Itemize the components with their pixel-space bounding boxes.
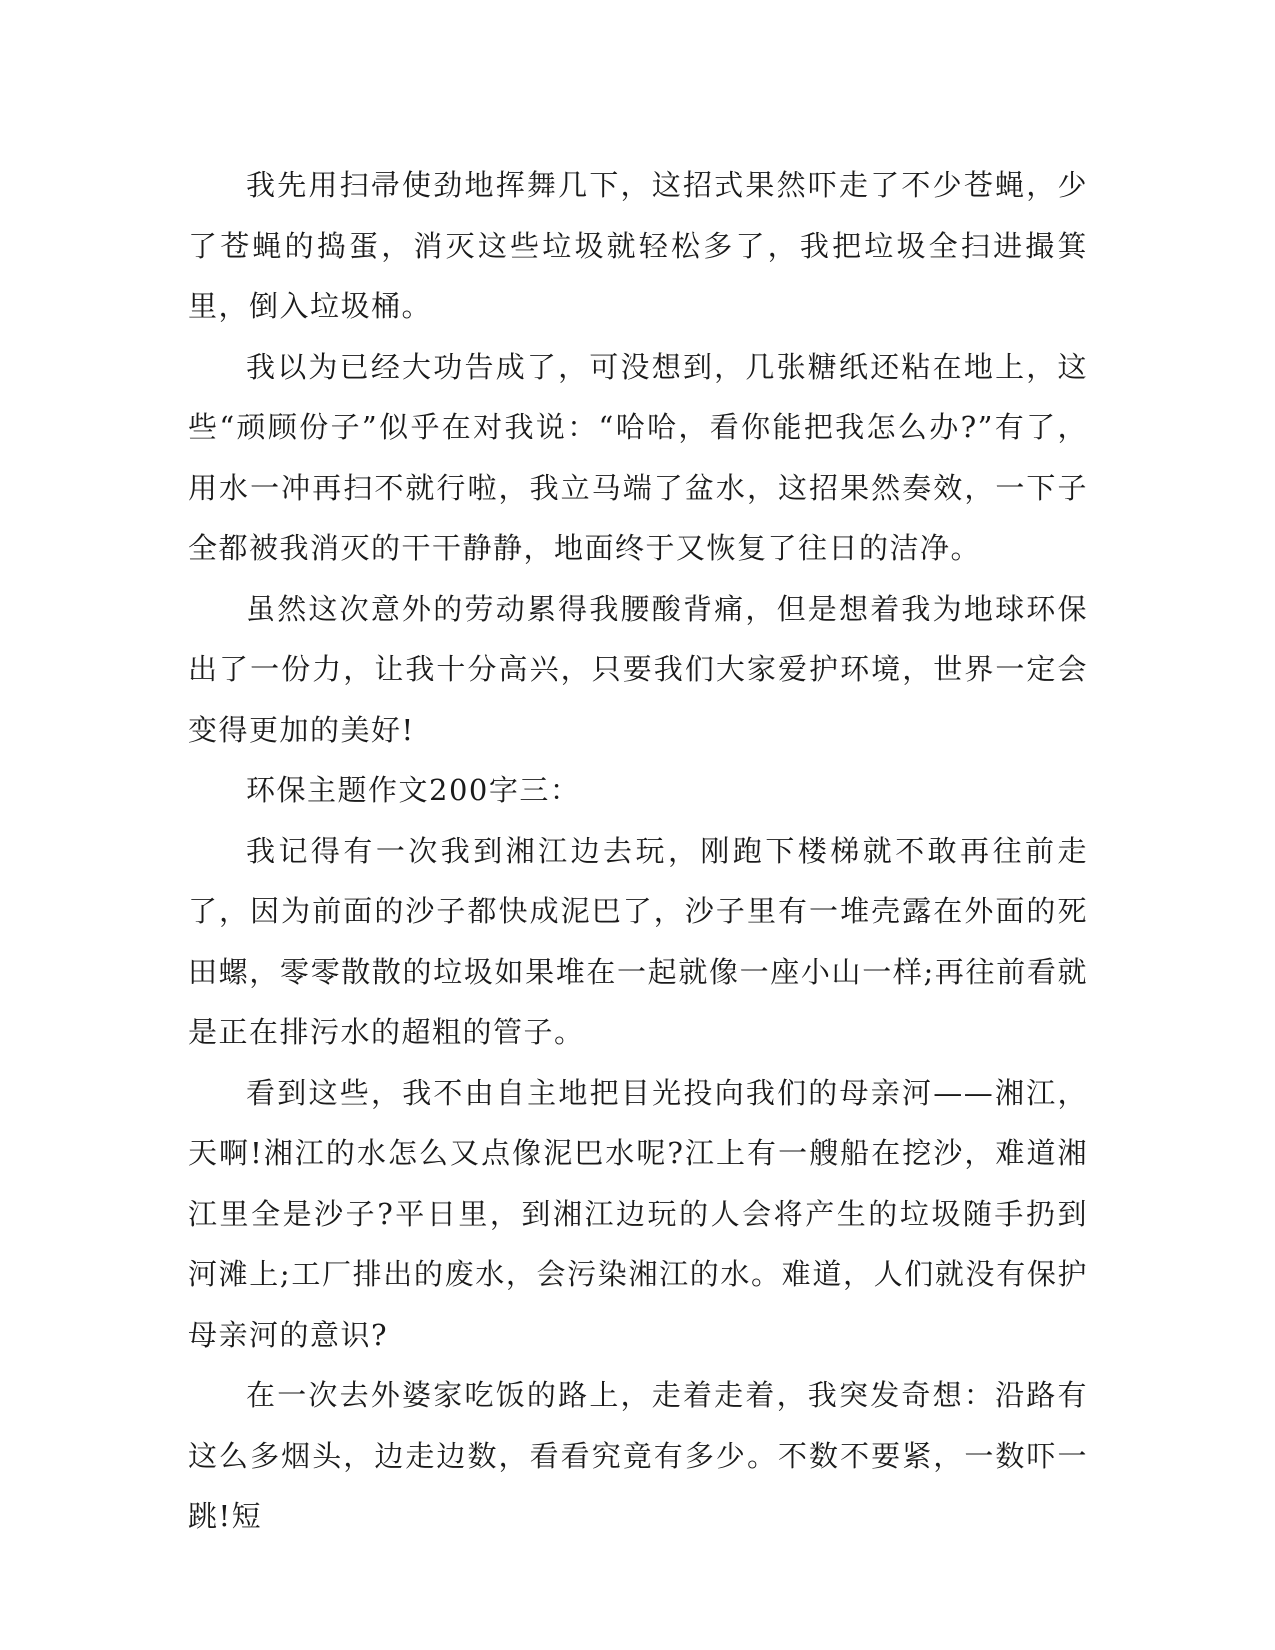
paragraph: 在一次去外婆家吃饭的路上，走着走着，我突发奇想：沿路有这么多烟头，边走边数，看看究竟有多少。不数不要紧，一数吓一跳!短 (188, 1378, 1088, 1533)
paragraph: 虽然这次意外的劳动累得我腰酸背痛，但是想着我为地球环保出了一份力，让我十分高兴，只要我们大家爱护环境，世界一定会变得更加的美好! (188, 591, 1088, 747)
paragraph: 看到这些，我不由自主地把目光投向我们的母亲河——湘江，天啊!湘江的水怎么又点像泥巴水呢?江上有一艘船在挖沙，难道湘江里全是沙子?平日里，到湘江边玩的人会将产生的垃圾随手扔到河滩上;工厂排出的废水，会污染湘江的水。难道，人们就没有保护母亲河的意识? (188, 1075, 1088, 1352)
section-heading: 环保主题作文200字三： (246, 773, 581, 807)
paragraph: 我以为已经大功告成了，可没想到，几张糖纸还粘在地上，这些“顽顾份子”似乎在对我说：“哈哈，看你能把我怎么办?”有了，用水一冲再扫不就行啦，我立马端了盆水，这招果然奏效，一下子全都被我消灭的干干静静，地面终于又恢复了往日的洁净。 (188, 349, 1088, 565)
paragraph: 我记得有一次我到湘江边去玩，刚跑下楼梯就不敢再往前走了，因为前面的沙子都快成泥巴了，沙子里有一堆壳露在外面的死田螺，零零散散的垃圾如果堆在一起就像一座小山一样;再往前看就是正在排污水的超粗的管子。 (188, 833, 1088, 1049)
paragraph: 我先用扫帚使劲地挥舞几下，这招式果然吓走了不少苍蝇，少了苍蝇的捣蛋，消灭这些垃圾就轻松多了，我把垃圾全扫进撮箕里，倒入垃圾桶。 (188, 168, 1088, 323)
document-body (188, 155, 1088, 1547)
